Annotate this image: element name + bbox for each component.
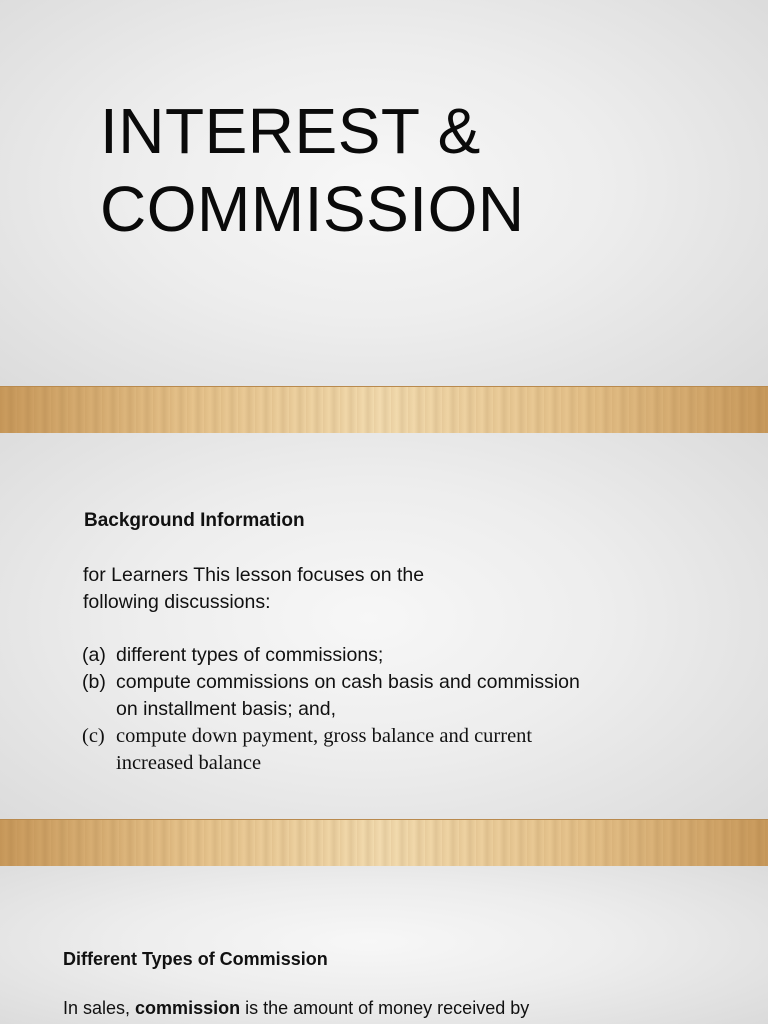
section-heading: Different Types of Commission [63,949,328,969]
section-heading: Background Information [84,510,305,531]
para-prefix: In sales, [63,998,136,1018]
list-item-text: compute down payment, gross balance and current increased balance [116,725,533,774]
wood-divider [0,819,768,867]
list-marker: (b) [82,671,106,693]
list-item-text: different types of commissions; [116,644,384,666]
list-item [82,723,582,777]
commission-types-slide [0,866,768,1024]
list-marker: (a) [82,644,106,666]
wood-divider [0,386,768,434]
list-item-text: compute commissions on cash basis and commission on installment basis; and, [116,671,580,720]
title-line-1: INTEREST & [100,95,481,167]
para-bold-term: commission [135,998,241,1018]
list-item [82,669,582,723]
title-line-2: COMMISSION [100,173,525,245]
slide-title [100,92,525,248]
intro-text: for Learners This lesson focuses on the following discussions: [83,564,425,613]
list-item [82,642,582,669]
list-marker: (c) [82,725,105,747]
title-slide [0,0,768,386]
background-slide [0,433,768,819]
commission-paragraph [63,994,703,1022]
objectives-list [82,642,582,777]
para-suffix: is the amount of money received by [240,998,530,1018]
